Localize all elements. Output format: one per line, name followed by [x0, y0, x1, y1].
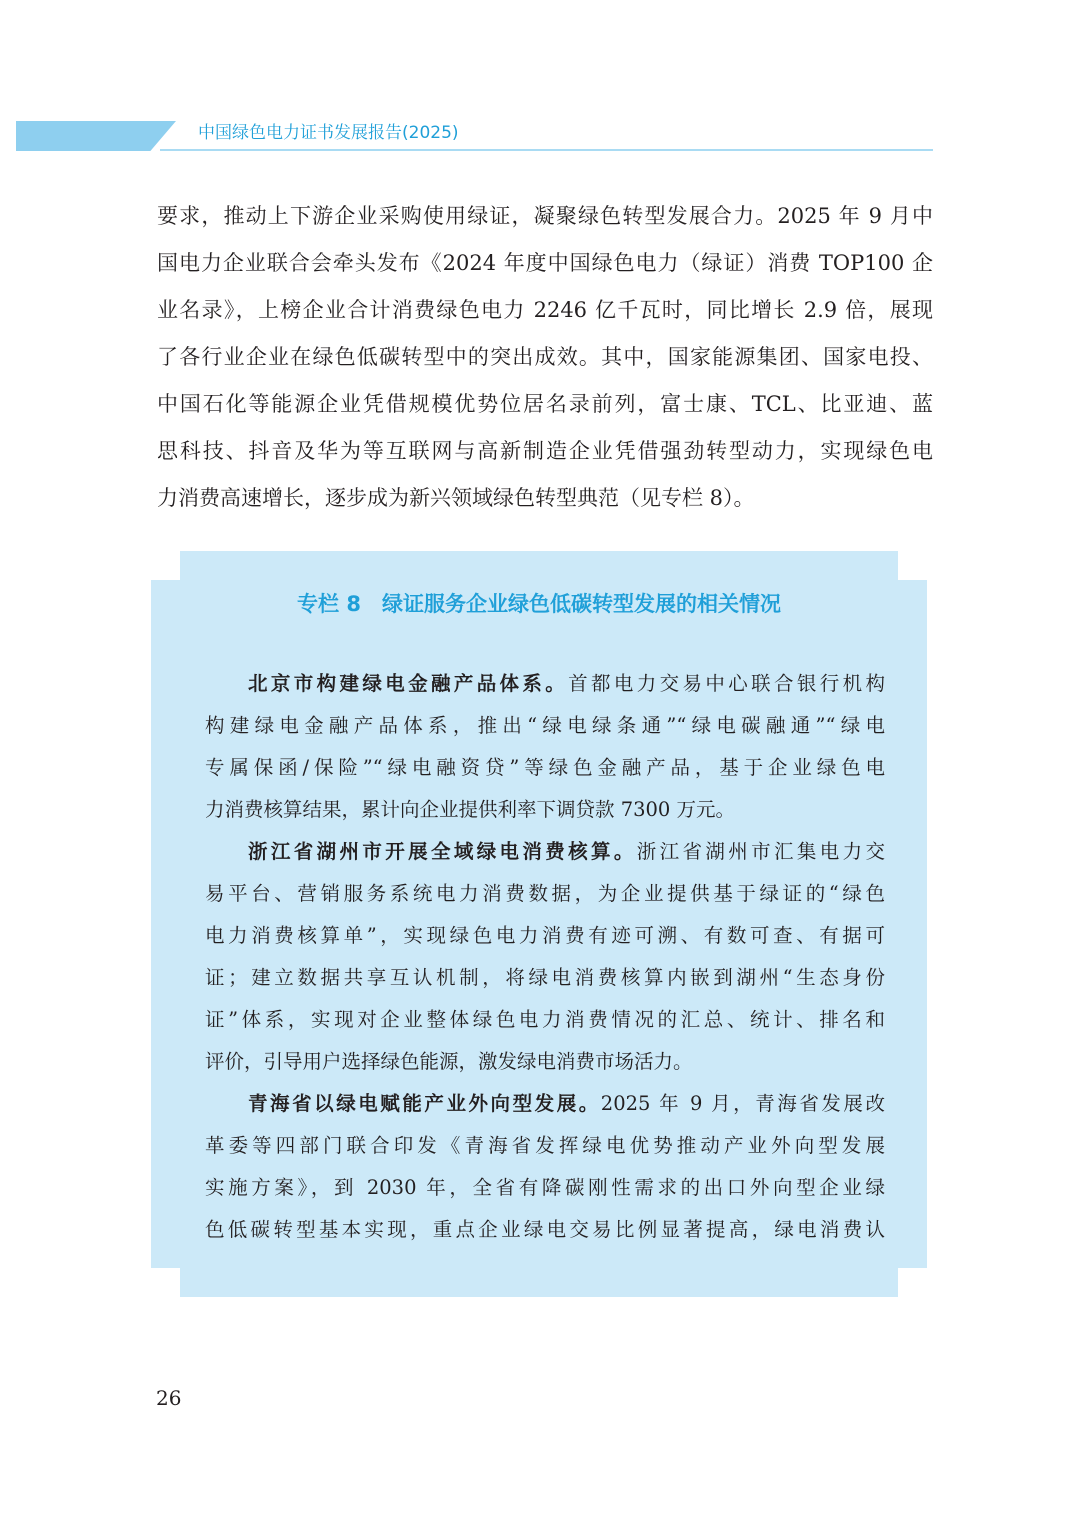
box-line-text: 2025 年 9 月，青海省发展改	[600, 1092, 885, 1115]
box-line: 电力消费核算单”，实现绿色电力消费有迹可溯、有数可查、有据可	[205, 924, 885, 947]
page-number: 26	[156, 1386, 182, 1410]
box-line: 证；建立数据共享互认机制，将绿电消费核算内嵌到湖州“生态身份	[205, 966, 885, 989]
box-paragraph-heading: 浙江省湖州市开展全域绿电消费核算。	[248, 840, 637, 863]
body-line: 要求，推动上下游企业采购使用绿证，凝聚绿色转型发展合力。2025 年 9 月中	[157, 204, 933, 228]
box-line: 易平台、营销服务系统电力消费数据，为企业提供基于绿证的“绿色	[205, 882, 885, 905]
box-paragraph-heading: 青海省以绿电赋能产业外向型发展。	[248, 1092, 601, 1115]
body-line: 思科技、抖音及华为等互联网与高新制造企业凭借强劲转型动力，实现绿色电	[157, 439, 933, 463]
running-header-title: 中国绿色电力证书发展报告(2025)	[198, 123, 459, 143]
box-paragraph-heading: 北京市构建绿电金融产品体系。	[248, 672, 569, 695]
box-line: 实施方案》，到 2030 年，全省有降碳刚性需求的出口外向型企业绿	[205, 1176, 885, 1199]
box-line: 力消费核算结果，累计向企业提供利率下调贷款 7300 万元。	[205, 798, 736, 821]
box-line: 色低碳转型基本实现，重点企业绿电交易比例显著提高，绿电消费认	[205, 1218, 885, 1241]
body-line: 中国石化等能源企业凭借规模优势位居名录前列，富士康、TCL、比亚迪、蓝	[157, 392, 933, 416]
body-line: 力消费高速增长，逐步成为新兴领域绿色转型典范（见专栏 8）。	[157, 486, 755, 510]
sidebar-box-content	[205, 663, 885, 1251]
body-paragraph	[157, 193, 933, 522]
header-accent-band	[16, 121, 176, 151]
body-line: 了各行业企业在绿色低碳转型中的突出成效。其中，国家能源集团、国家电投、	[157, 345, 933, 369]
box-line	[205, 831, 885, 873]
box-line: 证”体系，实现对企业整体绿色电力消费情况的汇总、统计、排名和	[205, 1008, 885, 1031]
box-line	[205, 663, 885, 705]
body-line: 国电力企业联合会牵头发布《2024 年度中国绿色电力（绿证）消费 TOP100 企	[157, 251, 933, 275]
header-divider	[160, 149, 933, 151]
box-line: 评价，引导用户选择绿色能源，激发绿电消费市场活力。	[205, 1050, 693, 1073]
box-line-text: 首都电力交易中心联合银行机构	[568, 672, 885, 695]
box-line: 革委等四部门联合印发《青海省发挥绿电优势推动产业外向型发展	[205, 1134, 885, 1157]
box-line-text: 浙江省湖州市汇集电力交	[636, 840, 885, 863]
box-line: 专属保函/保险”“绿电融资贷”等绿色金融产品，基于企业绿色电	[205, 756, 885, 779]
box-line: 构建绿电金融产品体系，推出“绿电绿条通”“绿电碳融通”“绿电	[205, 714, 885, 737]
body-line: 业名录》，上榜企业合计消费绿色电力 2246 亿千瓦时，同比增长 2.9 倍，展现	[157, 298, 933, 322]
box-line	[205, 1083, 885, 1125]
sidebar-box-title: 专栏 8 绿证服务企业绿色低碳转型发展的相关情况	[297, 592, 781, 616]
